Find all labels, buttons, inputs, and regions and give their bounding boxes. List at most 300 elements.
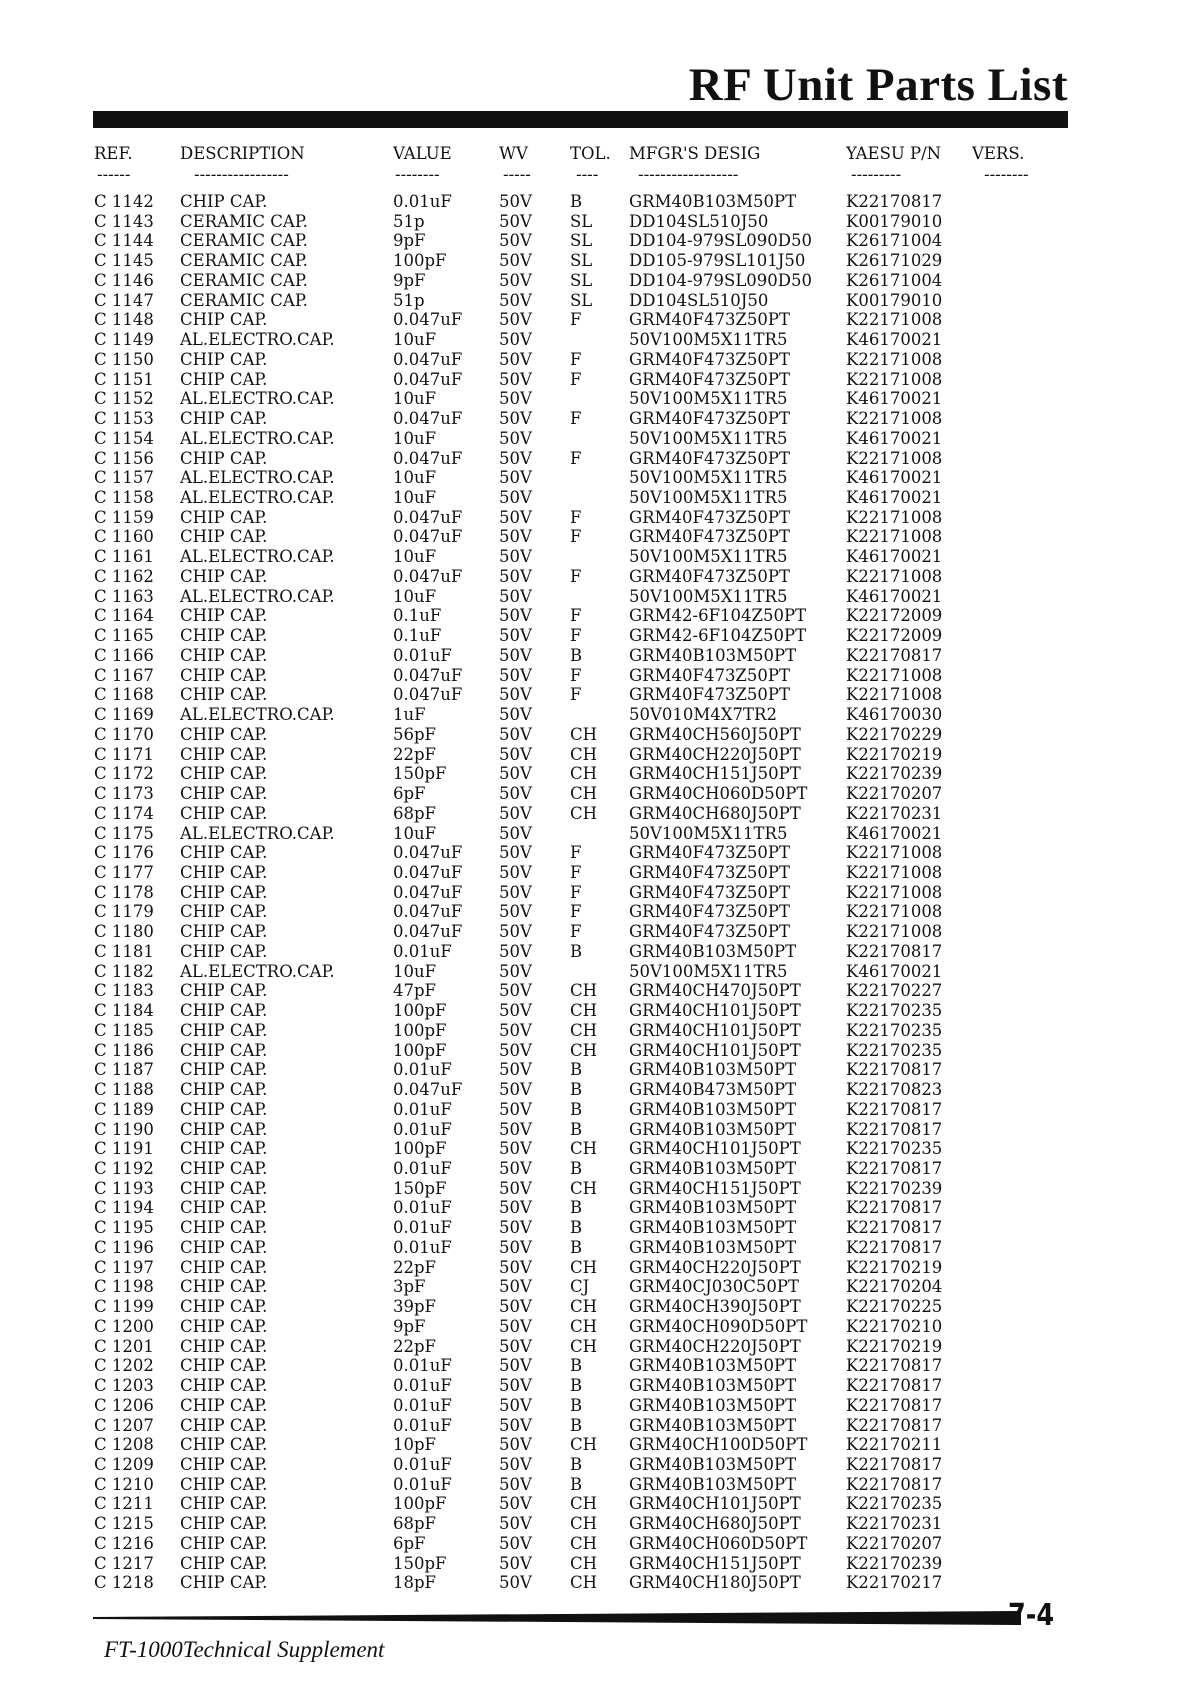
page-number: 7-4 — [1008, 1598, 1055, 1633]
table-row — [94, 1455, 1084, 1475]
cell-yaesu-pn: K46170021 — [846, 586, 943, 606]
cell-value: 3pF — [393, 1277, 426, 1297]
cell-value: 9pF — [393, 270, 426, 290]
dash-mfgr: ------------------ — [638, 168, 739, 184]
table-row — [94, 370, 1084, 390]
cell-wv: 50V — [499, 626, 532, 646]
cell-description: CERAMIC CAP. — [180, 231, 308, 251]
cell-wv: 50V — [499, 744, 532, 764]
table-row — [94, 1396, 1084, 1416]
cell-tol: CH — [570, 1297, 598, 1317]
header-row — [94, 140, 1084, 168]
table-row — [94, 1573, 1084, 1593]
cell-value: 18pF — [393, 1573, 437, 1593]
cell-ref: C 1165 — [94, 626, 154, 646]
cell-yaesu-pn: K22170235 — [846, 1494, 943, 1514]
cell-mfgr-desig: 50V100M5X11TR5 — [629, 961, 788, 981]
header-description: DESCRIPTION — [180, 144, 305, 163]
cell-wv: 50V — [499, 448, 532, 468]
cell-vers — [972, 231, 1084, 251]
cell-vers — [972, 705, 1084, 725]
cell-yaesu-pn: K22170817 — [846, 1376, 943, 1396]
cell-ref: C 1218 — [94, 1573, 154, 1593]
cell-yaesu-pn: K22170225 — [846, 1297, 943, 1317]
cell-description: CHIP CAP. — [180, 1040, 268, 1060]
cell-ref: C 1188 — [94, 1080, 154, 1100]
table-row — [94, 1198, 1084, 1218]
cell-wv: 50V — [499, 1060, 532, 1080]
cell-vers — [972, 1198, 1084, 1218]
cell-tol: F — [570, 448, 582, 468]
cell-ref: C 1190 — [94, 1119, 154, 1139]
cell-value: 0.01uF — [393, 1158, 452, 1178]
cell-wv: 50V — [499, 784, 532, 804]
cell-yaesu-pn: K22170217 — [846, 1573, 943, 1593]
page-title: RF Unit Parts List — [688, 59, 1068, 111]
cell-ref: C 1193 — [94, 1178, 154, 1198]
cell-mfgr-desig: DD105-979SL101J50 — [629, 251, 806, 271]
cell-yaesu-pn: K22170817 — [846, 1119, 943, 1139]
cell-ref: C 1211 — [94, 1494, 154, 1514]
cell-mfgr-desig: GRM42-6F104Z50PT — [629, 626, 807, 646]
cell-wv: 50V — [499, 251, 532, 271]
table-row — [94, 1297, 1084, 1317]
cell-wv: 50V — [499, 1257, 532, 1277]
table-row — [94, 942, 1084, 962]
cell-vers — [972, 725, 1084, 745]
table-row — [94, 192, 1084, 212]
cell-description: CHIP CAP. — [180, 685, 268, 705]
table-row — [94, 310, 1084, 330]
cell-wv: 50V — [499, 1178, 532, 1198]
cell-description: CHIP CAP. — [180, 1237, 268, 1257]
cell-yaesu-pn: K46170021 — [846, 823, 943, 843]
cell-ref: C 1182 — [94, 961, 154, 981]
cell-tol: CH — [570, 784, 598, 804]
cell-tol: CH — [570, 764, 598, 784]
cell-value: 0.047uF — [393, 665, 463, 685]
cell-vers — [972, 310, 1084, 330]
cell-tol: F — [570, 507, 582, 527]
cell-value: 100pF — [393, 251, 447, 271]
cell-wv: 50V — [499, 1158, 532, 1178]
cell-vers — [972, 1297, 1084, 1317]
cell-ref: C 1144 — [94, 231, 154, 251]
cell-yaesu-pn: K22171008 — [846, 862, 943, 882]
cell-value: 0.047uF — [393, 409, 463, 429]
cell-value: 0.047uF — [393, 507, 463, 527]
cell-ref: C 1148 — [94, 310, 154, 330]
header-wv: WV — [499, 144, 528, 163]
cell-tol: F — [570, 685, 582, 705]
cell-ref: C 1171 — [94, 744, 154, 764]
cell-mfgr-desig: DD104-979SL090D50 — [629, 270, 812, 290]
table-row — [94, 508, 1084, 528]
cell-value: 0.047uF — [393, 862, 463, 882]
header-ref: REF. — [94, 144, 133, 163]
cell-description: CHIP CAP. — [180, 922, 268, 942]
cell-yaesu-pn: K22171008 — [846, 448, 943, 468]
cell-tol: F — [570, 862, 582, 882]
table-row — [94, 843, 1084, 863]
table-row — [94, 567, 1084, 587]
cell-yaesu-pn: K22171008 — [846, 665, 943, 685]
cell-tol — [570, 429, 629, 449]
cell-description: CERAMIC CAP. — [180, 211, 308, 231]
table-header — [94, 140, 1084, 192]
cell-wv: 50V — [499, 764, 532, 784]
cell-ref: C 1167 — [94, 665, 154, 685]
footer-rule — [93, 1610, 1021, 1626]
cell-wv: 50V — [499, 231, 532, 251]
cell-description: CHIP CAP. — [180, 1415, 268, 1435]
cell-tol: B — [570, 1198, 583, 1218]
cell-mfgr-desig: GRM40B103M50PT — [629, 1060, 797, 1080]
cell-value: 100pF — [393, 1020, 447, 1040]
cell-tol: B — [570, 1415, 583, 1435]
cell-value: 68pF — [393, 803, 437, 823]
cell-description: CHIP CAP. — [180, 1020, 268, 1040]
cell-mfgr-desig: GRM40B103M50PT — [629, 645, 797, 665]
header-value: VALUE — [393, 144, 452, 163]
cell-description: CHIP CAP. — [180, 1119, 268, 1139]
table-row — [94, 1514, 1084, 1534]
cell-yaesu-pn: K26171004 — [846, 270, 943, 290]
cell-ref: C 1183 — [94, 981, 154, 1001]
cell-vers — [972, 567, 1084, 587]
dash-value: -------- — [395, 168, 440, 184]
cell-tol — [570, 587, 629, 607]
cell-vers — [972, 212, 1084, 232]
cell-yaesu-pn: K22171008 — [846, 409, 943, 429]
cell-wv: 50V — [499, 803, 532, 823]
cell-wv: 50V — [499, 1455, 532, 1474]
cell-ref: C 1195 — [94, 1218, 154, 1238]
cell-value: 10uF — [393, 389, 437, 409]
cell-ref: C 1154 — [94, 428, 154, 448]
cell-description: AL.ELECTRO.CAP. — [180, 389, 335, 409]
cell-value: 0.047uF — [393, 448, 463, 468]
cell-description: CHIP CAP. — [180, 1435, 268, 1455]
cell-vers — [972, 350, 1084, 370]
cell-mfgr-desig: 50V010M4X7TR2 — [629, 705, 777, 725]
cell-description: CHIP CAP. — [180, 1455, 268, 1474]
cell-tol: B — [570, 645, 583, 665]
cell-ref: C 1151 — [94, 369, 154, 389]
cell-tol: F — [570, 665, 582, 685]
cell-yaesu-pn: K22170817 — [846, 1158, 943, 1178]
cell-wv: 50V — [499, 1533, 532, 1553]
cell-yaesu-pn: K22170219 — [846, 1336, 943, 1356]
cell-yaesu-pn: K22172009 — [846, 606, 943, 626]
cell-wv: 50V — [499, 1316, 532, 1336]
table-row — [94, 1277, 1084, 1297]
table-row — [94, 429, 1084, 449]
cell-ref: C 1172 — [94, 764, 154, 784]
cell-vers — [972, 1080, 1084, 1100]
cell-ref: C 1175 — [94, 823, 154, 843]
cell-yaesu-pn: K22170235 — [846, 1040, 943, 1060]
cell-vers — [972, 1258, 1084, 1278]
table-row — [94, 922, 1084, 942]
cell-wv: 50V — [499, 1080, 532, 1100]
cell-mfgr-desig: GRM40CH060D50PT — [629, 1533, 808, 1553]
table-row — [94, 1001, 1084, 1021]
cell-value: 0.01uF — [393, 1099, 452, 1119]
table-row — [94, 883, 1084, 903]
cell-tol: CH — [570, 1001, 598, 1021]
cell-tol: CH — [570, 1040, 598, 1060]
cell-description: CHIP CAP. — [180, 1257, 268, 1277]
cell-wv: 50V — [499, 1494, 532, 1514]
table-row — [94, 1376, 1084, 1396]
cell-ref: C 1177 — [94, 862, 154, 882]
cell-ref: C 1168 — [94, 685, 154, 705]
cell-description: CHIP CAP. — [180, 1494, 268, 1514]
cell-vers — [972, 804, 1084, 824]
header-mfgr-desig: MFGR'S DESIG — [629, 144, 761, 163]
cell-description: CHIP CAP. — [180, 349, 268, 369]
cell-description: CHIP CAP. — [180, 192, 268, 211]
table-row — [94, 212, 1084, 232]
cell-vers — [972, 547, 1084, 567]
cell-tol: CH — [570, 1573, 598, 1593]
cell-mfgr-desig: GRM40B103M50PT — [629, 1237, 797, 1257]
dash-ref: ------ — [97, 168, 131, 184]
cell-mfgr-desig: GRM40CH220J50PT — [629, 1336, 801, 1356]
cell-tol: CH — [570, 744, 598, 764]
cell-vers — [972, 824, 1084, 844]
cell-mfgr-desig: GRM40F473Z50PT — [629, 902, 791, 922]
cell-yaesu-pn: K22171008 — [846, 349, 943, 369]
cell-tol — [570, 824, 629, 844]
cell-tol: F — [570, 606, 582, 626]
cell-description: CHIP CAP. — [180, 409, 268, 429]
cell-description: CHIP CAP. — [180, 1198, 268, 1218]
table-row — [94, 1554, 1084, 1574]
cell-value: 51p — [393, 211, 425, 231]
cell-tol: CH — [570, 1533, 598, 1553]
cell-mfgr-desig: 50V100M5X11TR5 — [629, 468, 788, 488]
cell-vers — [972, 764, 1084, 784]
cell-value: 0.047uF — [393, 369, 463, 389]
cell-wv: 50V — [499, 1395, 532, 1415]
cell-wv: 50V — [499, 330, 532, 350]
table-row — [94, 330, 1084, 350]
cell-vers — [972, 1455, 1084, 1475]
cell-mfgr-desig: GRM40CH101J50PT — [629, 1020, 801, 1040]
cell-wv: 50V — [499, 290, 532, 310]
cell-yaesu-pn: K22170207 — [846, 1533, 943, 1553]
cell-yaesu-pn: K22170817 — [846, 1099, 943, 1119]
cell-yaesu-pn: K22170817 — [846, 1198, 943, 1218]
cell-tol: F — [570, 349, 582, 369]
cell-ref: C 1202 — [94, 1356, 154, 1376]
table-row — [94, 468, 1084, 488]
dash-pn: --------- — [851, 168, 902, 184]
cell-mfgr-desig: DD104SL510J50 — [629, 211, 769, 231]
cell-yaesu-pn: K22171008 — [846, 685, 943, 705]
cell-yaesu-pn: K22170817 — [846, 1474, 943, 1494]
cell-description: CHIP CAP. — [180, 1514, 268, 1534]
cell-wv: 50V — [499, 665, 532, 685]
cell-vers — [972, 1356, 1084, 1376]
cell-ref: C 1162 — [94, 566, 154, 586]
cell-yaesu-pn: K22170817 — [846, 1455, 943, 1474]
cell-description: CERAMIC CAP. — [180, 270, 308, 290]
cell-description: CHIP CAP. — [180, 1218, 268, 1238]
table-row — [94, 1080, 1084, 1100]
cell-wv: 50V — [499, 310, 532, 330]
cell-ref: C 1191 — [94, 1139, 154, 1159]
table-row — [94, 587, 1084, 607]
table-row — [94, 666, 1084, 686]
cell-value: 0.047uF — [393, 902, 463, 922]
cell-wv: 50V — [499, 1001, 532, 1021]
cell-yaesu-pn: K22170239 — [846, 1553, 943, 1573]
cell-mfgr-desig: 50V100M5X11TR5 — [629, 586, 788, 606]
cell-vers — [972, 863, 1084, 883]
cell-vers — [972, 1435, 1084, 1455]
cell-yaesu-pn: K22170211 — [846, 1435, 943, 1455]
cell-ref: C 1181 — [94, 941, 154, 961]
cell-mfgr-desig: 50V100M5X11TR5 — [629, 330, 788, 350]
cell-tol: F — [570, 369, 582, 389]
cell-mfgr-desig: GRM40CH680J50PT — [629, 1514, 801, 1534]
cell-description: CHIP CAP. — [180, 665, 268, 685]
cell-ref: C 1149 — [94, 330, 154, 350]
cell-mfgr-desig: GRM40CH151J50PT — [629, 1178, 801, 1198]
table-row — [94, 1179, 1084, 1199]
cell-value: 0.047uF — [393, 310, 463, 330]
table-row — [94, 1218, 1084, 1238]
cell-ref: C 1173 — [94, 784, 154, 804]
cell-description: CHIP CAP. — [180, 1533, 268, 1553]
cell-description: CHIP CAP. — [180, 566, 268, 586]
cell-tol: B — [570, 192, 583, 211]
cell-wv: 50V — [499, 1415, 532, 1435]
cell-vers — [972, 1494, 1084, 1514]
cell-value: 0.047uF — [393, 922, 463, 942]
cell-vers — [972, 1100, 1084, 1120]
table-row — [94, 1416, 1084, 1436]
cell-description: AL.ELECTRO.CAP. — [180, 547, 335, 567]
cell-value: 10pF — [393, 1435, 437, 1455]
cell-vers — [972, 1041, 1084, 1061]
cell-tol: F — [570, 922, 582, 942]
cell-tol: F — [570, 626, 582, 646]
cell-vers — [972, 370, 1084, 390]
cell-yaesu-pn: K22171008 — [846, 369, 943, 389]
cell-vers — [972, 527, 1084, 547]
cell-vers — [972, 685, 1084, 705]
cell-yaesu-pn: K22171008 — [846, 566, 943, 586]
cell-description: CHIP CAP. — [180, 882, 268, 902]
cell-description: CHIP CAP. — [180, 981, 268, 1001]
table-row — [94, 725, 1084, 745]
cell-value: 10uF — [393, 468, 437, 488]
cell-vers — [972, 1139, 1084, 1159]
cell-description: CERAMIC CAP. — [180, 290, 308, 310]
dash-wv: ----- — [503, 168, 531, 184]
cell-vers — [972, 962, 1084, 982]
cell-mfgr-desig: GRM40B103M50PT — [629, 1376, 797, 1396]
cell-mfgr-desig: GRM40B103M50PT — [629, 1356, 797, 1376]
cell-vers — [972, 784, 1084, 804]
cell-ref: C 1176 — [94, 843, 154, 863]
cell-yaesu-pn: K22170823 — [846, 1080, 943, 1100]
cell-tol: CH — [570, 1336, 598, 1356]
cell-description: CHIP CAP. — [180, 1001, 268, 1021]
cell-vers — [972, 1159, 1084, 1179]
cell-mfgr-desig: GRM40CH090D50PT — [629, 1316, 808, 1336]
cell-tol: B — [570, 1376, 583, 1396]
cell-value: 100pF — [393, 1139, 447, 1159]
cell-mfgr-desig: GRM40CH560J50PT — [629, 724, 801, 744]
cell-vers — [972, 291, 1084, 311]
cell-yaesu-pn: K22170239 — [846, 1178, 943, 1198]
table-row — [94, 1139, 1084, 1159]
cell-yaesu-pn: K22171008 — [846, 527, 943, 547]
cell-yaesu-pn: K22170235 — [846, 1001, 943, 1021]
cell-mfgr-desig: GRM40F473Z50PT — [629, 369, 791, 389]
cell-vers — [972, 1534, 1084, 1554]
cell-tol: B — [570, 1218, 583, 1238]
cell-description: CERAMIC CAP. — [180, 251, 308, 271]
table-row — [94, 350, 1084, 370]
cell-yaesu-pn: K46170021 — [846, 428, 943, 448]
cell-yaesu-pn: K22171008 — [846, 902, 943, 922]
cell-tol: B — [570, 1395, 583, 1415]
cell-ref: C 1158 — [94, 488, 154, 508]
cell-yaesu-pn: K46170021 — [846, 547, 943, 567]
cell-mfgr-desig: GRM40F473Z50PT — [629, 922, 791, 942]
cell-value: 51p — [393, 290, 425, 310]
cell-wv: 50V — [499, 882, 532, 902]
cell-vers — [972, 646, 1084, 666]
cell-wv: 50V — [499, 1435, 532, 1455]
table-row — [94, 547, 1084, 567]
cell-tol: B — [570, 1455, 583, 1474]
cell-yaesu-pn: K22171008 — [846, 843, 943, 863]
cell-vers — [972, 409, 1084, 429]
cell-wv: 50V — [499, 1099, 532, 1119]
cell-value: 150pF — [393, 1178, 447, 1198]
cell-value: 0.01uF — [393, 1119, 452, 1139]
cell-tol: CH — [570, 1553, 598, 1573]
cell-ref: C 1196 — [94, 1237, 154, 1257]
cell-vers — [972, 1475, 1084, 1495]
cell-yaesu-pn: K22170231 — [846, 1514, 943, 1534]
cell-ref: C 1166 — [94, 645, 154, 665]
cell-tol: SL — [570, 270, 593, 290]
cell-yaesu-pn: K00179010 — [846, 211, 943, 231]
cell-value: 0.01uF — [393, 1237, 452, 1257]
cell-value: 22pF — [393, 744, 437, 764]
cell-description: AL.ELECTRO.CAP. — [180, 488, 335, 508]
table-row — [94, 1258, 1084, 1278]
cell-description: CHIP CAP. — [180, 1573, 268, 1593]
cell-mfgr-desig: GRM40F473Z50PT — [629, 310, 791, 330]
table-row — [94, 1060, 1084, 1080]
cell-mfgr-desig: GRM40B103M50PT — [629, 1099, 797, 1119]
cell-description: AL.ELECTRO.CAP. — [180, 468, 335, 488]
cell-vers — [972, 1337, 1084, 1357]
cell-mfgr-desig: GRM40F473Z50PT — [629, 527, 791, 547]
cell-mfgr-desig: GRM40CH151J50PT — [629, 1553, 801, 1573]
cell-value: 0.01uF — [393, 1455, 452, 1474]
header-vers: VERS. — [972, 144, 1025, 163]
